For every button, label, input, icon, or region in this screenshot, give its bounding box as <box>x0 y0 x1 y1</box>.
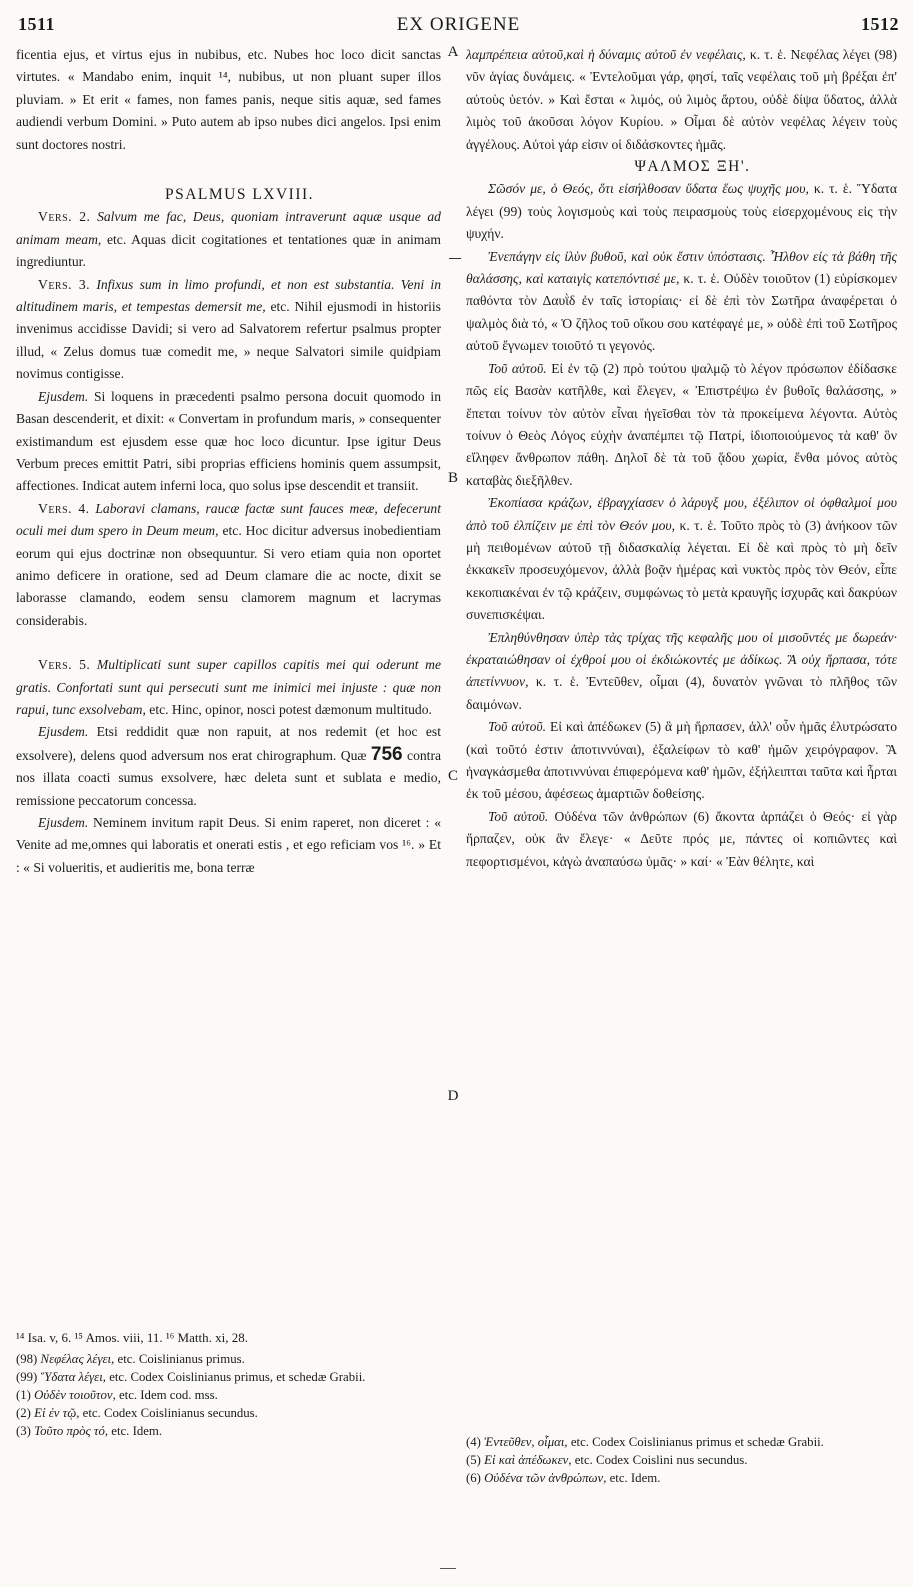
column-number: 756 <box>370 743 403 765</box>
left-page-number: 1511 <box>18 14 56 34</box>
greek-tou3-label: Τοῦ αὐτοῦ. <box>488 808 549 824</box>
footnote-6 <box>466 1469 897 1487</box>
footnote-2-number: (2) <box>16 1406 31 1420</box>
greek-p0-quote: λαμπρέπεια αὐτοῦ,καὶ ἡ δύναμις αὐτοῦ ἐν νεφέλαις, <box>466 47 746 62</box>
footnote-3-number: (3) <box>16 1424 31 1438</box>
latin-ej2-after: contra nos illata coacti sumus exsolvere, hæc deleta sunt et sublata e medio, remissione peccatorum concessa. <box>16 747 442 808</box>
footnote-5-number: (5) <box>466 1453 481 1467</box>
latin-ejusdem-3 <box>16 812 441 879</box>
latin-v5-quote: Multiplicati sunt super capillos capitis mei qui oderunt me gratis. Confortati sunt qui persecuti sunt me inimici mei injuste : quæ non rapui, tunc exsolvebam, <box>16 657 441 717</box>
latin-v3-label: Vers. 3. <box>38 276 91 292</box>
greek-tou-autou-2 <box>466 716 897 806</box>
footnote-2-quote: Εἰ ἐν τῷ, <box>34 1406 80 1420</box>
greek-tou2-label: Τοῦ αὐτοῦ. <box>488 719 547 735</box>
page-header <box>18 14 899 40</box>
latin-ejusdem-2 <box>16 721 441 812</box>
greek-tou1-label: Τοῦ αὐτοῦ. <box>488 360 547 376</box>
greek-v5-text: κ. τ. ἑ. Ἐντεῦθεν, οἶμαι (4), δυνατὸν γνῶναι τὸ πλῆθος τῶν δαιμόνων. <box>466 674 897 712</box>
greek-psalm-title: ΨΑΛΜΟΣ ΞΗ'. <box>634 158 751 176</box>
latin-v3-text: etc. Nihil ejusmodi in historiis invenimus accidisse Davidi; si vero ad Salvatorem refertur psalmus propter illud, « Zelus domus tuæ comedit me, » neque Salvatori simile quidpiam novimus contigisse. <box>16 299 441 382</box>
latin-ej2-label: Ejusdem. <box>38 724 89 740</box>
greek-verse-5 <box>466 627 897 717</box>
footnote-99-text: etc. Codex Coislinianus primus, et schedæ Grabii. <box>109 1370 366 1384</box>
greek-paragraph-0 <box>466 44 897 156</box>
footnote-5-quote: Εἰ καὶ ἀπέδωκεν, <box>484 1453 572 1467</box>
footnote-3-quote: Τοῦτο πρὸς τό, <box>34 1424 109 1438</box>
footnote-98-text: etc. Coislinianus primus. <box>117 1352 245 1366</box>
latin-v5-text: etc. Hinc, opinor, nosci potest dæmonum multitudo. <box>149 701 432 717</box>
latin-verse-5 <box>16 654 441 721</box>
greek-tou-autou-3 <box>466 806 897 873</box>
greek-tou3-text: Οὐδένα τῶν ἀνθρώπων (6) ἄκοντα ἁρπάζει ὁ Θεός· εἰ γὰρ ἥρπαζεν, οὐκ ἂν ἔλεγε· « Δεῦτε πρός με, πάντες οἱ κοπιῶντες καὶ πεφορτισμένοι, κἀγὼ ἀναπαύσω ὑμᾶς· » καί· « Ἐὰν θέλητε, καὶ <box>466 808 897 869</box>
footnote-98-number: (98) <box>16 1352 38 1366</box>
footnote-3 <box>16 1422 441 1440</box>
greek-v2-text: κ. τ. ἑ. Ὕδατα λέγει (99) τοὺς λογισμοὺς καὶ τοὺς πειρασμοὺς τοὺς εἰσερχομένους εἰς τὴν ψυχήν. <box>466 181 897 242</box>
bottom-rule <box>440 1568 456 1569</box>
latin-ej3-text: Neminem invitum rapit Deus. Si enim raperet, non diceret : « Venite ad me,omnes qui laboratis et onerati estis , et ego reficiam vos ¹⁶. » Et : « Si volueritis, et audieritis me, bona terræ <box>16 815 441 875</box>
latin-v5-label: Vers. 5. <box>38 657 91 673</box>
latin-ej2-before: Etsi reddidit quæ non rapuit, at nos redemit (et hoc est exsolvere), delens quod adversum nos erat chirographum. Quæ <box>16 724 441 763</box>
footnote-6-quote: Οὐδένα τῶν ἀνθρώπων, <box>484 1471 607 1485</box>
footnote-1-number: (1) <box>16 1388 31 1402</box>
latin-v2-text: etc. Aquas dicit cogitationes et tentationes quæ in animam ingrediuntur. <box>16 231 441 270</box>
latin-v3-quote: Infixus sum in limo profundi, et non est substantia. Veni in altitudinem maris, et tempestas demersit me, <box>16 276 441 315</box>
margin-letter-d: D <box>447 1088 459 1104</box>
footnote-1-text: etc. Idem cod. mss. <box>118 1388 218 1402</box>
latin-p0-text: ficentia ejus, et virtus ejus in nubibus, etc. Nubes hoc loco dicit sanctas virtutes. « Mandabo enim, inquit ¹⁴, nubibus, ut non pluant super illos pluviam. » Et erit « fames, non fames panis, neque sitis aquæ, sed fames audiendi verbum Domini. » Puto autem ab ipso nubes dici angelos. Ipsi enim sunt doctores nostri. <box>16 47 441 152</box>
footnote-5 <box>466 1451 897 1469</box>
greek-v2-quote: Σῶσόν με, ὁ Θεός, ὅτι εἰσήλθοσαν ὕδατα ἕως ψυχῆς μου, <box>488 181 809 197</box>
greek-v5-quote: Ἐπληθύνθησαν ὑπὲρ τὰς τρίχας τῆς κεφαλῆς μου οἱ μισοῦντές με δωρεάν· ἐκραταιώθησαν οἱ ἐχθροί μου οἱ ἐκδιώκοντές με ἀδίκως. Ἃ οὐχ ἥρπασα, τότε ἀπετίννυον, <box>466 629 897 690</box>
latin-v2-label: Vers. 2. <box>38 209 91 225</box>
footnote-98-quote: Νεφέλας λέγει, <box>40 1352 115 1366</box>
greek-tou1-text: Εἰ ἐν τῷ (2) πρὸ τούτου ψαλμῷ τὸ λέγον πρόσωπον ἐδίδασκε πῶς εἰς Βασὰν κατῆλθε, καὶ ἔλεγεν, « Ἐπιστρέψω ἐν βυθοῖς θαλάσσης, » ἕπεται τοίνυν τὸν αὐτὸν εἶναι ἡγεῖσθαι τὸν τὰ προκείμενα λέγοντα. Αὐτὸς τοίνυν ὁ Θεὸς Λόγος εὐχὴν ἀναπέμπει τῷ Πατρί, ἰδιοποιούμενος τὰ καθ' ὃν εἴληφεν ἄνθρωπον πάθη. Δηλοῖ δὲ τὰ τοῦ ᾅδου χωρία, ἔνθα μόνος αὐτὸς καταβὰς διεξῆλθεν. <box>466 360 898 488</box>
footnote-4-text: etc. Codex Coislinianus primus et schedæ Grabii. <box>570 1435 824 1449</box>
footnote-2-text: etc. Codex Coislinianus secundus. <box>82 1406 258 1420</box>
footnote-4-number: (4) <box>466 1435 481 1449</box>
latin-ej3-label: Ejusdem. <box>38 815 89 830</box>
footnote-2 <box>16 1404 441 1422</box>
footnote-6-text: etc. Idem. <box>609 1471 661 1485</box>
latin-ej1-text: Si loquens in præcedenti psalmo persona docuit quomodo in Basan descenderit, et dixit: « Convertam in profundum maris, » consequenter existimandum est ejusdem esse quæ hoc loco dicuntur. Ipse igitur Deus Verbum preces emittit Patri, sibi proprias efficiens hominis quem assumpsit, affectiones. Indicat autem inferni loca, quo solus ipse descendit et transiit. <box>16 388 441 494</box>
footnote-6-number: (6) <box>466 1471 481 1485</box>
latin-psalm-title: PSALMUS LXVIII. <box>164 186 315 204</box>
greek-v3-quote: Ἐνεπάγην εἰς ἰλὺν βυθοῦ, καὶ οὐκ ἔστιν ὑπόστασις. Ἦλθον εἰς τὰ βάθη τῆς θαλάσσης, καὶ καταιγὶς κατεπόντισέ με, <box>466 248 897 287</box>
greek-tou-autou-1 <box>466 358 897 492</box>
margin-letter-c: C <box>447 768 458 784</box>
latin-v2-quote: Salvum me fac, Deus, quoniam intraverunt aquæ usque ad animam meam, <box>16 209 441 247</box>
margin-divider <box>449 258 461 259</box>
greek-verse-2 <box>466 178 897 245</box>
footnote-4-quote: Ἐντεῦθεν, οἶμαι, <box>484 1435 568 1449</box>
latin-paragraph-0 <box>16 44 441 156</box>
footnote-3-text: etc. Idem. <box>111 1424 163 1438</box>
latin-ejusdem-1 <box>16 386 441 498</box>
footnote-5-text: etc. Codex Coislini nus secundus. <box>574 1453 748 1467</box>
footnote-99-number: (99) <box>16 1370 38 1384</box>
greek-column <box>466 44 897 873</box>
latin-v4-quote: Laboravi clamans, raucæ factæ sunt fauces meæ, defecerunt oculi mei dum spero in Deum meum, <box>16 500 441 539</box>
footnote-98 <box>16 1350 441 1368</box>
margin-letter-a: A <box>447 44 459 60</box>
footnote-99-quote: Ὕδατα λέγει, <box>40 1370 106 1384</box>
greek-tou2-text: Εἰ καὶ ἀπέδωκεν (5) ἃ μὴ ἥρπασεν, ἀλλ' οὖν ἡμᾶς ἐλυτρώσατο (καὶ τοῦτό ἐστιν ἀποτιννύναι), ἐξαλείφων τὸ καθ' ἡμῶν χειρόγραφον. Ἃ ἠναγκάσμεθα ἀποτιννύναι ἐπιφερόμενα καθ' ἡμῶν, ἐξήλειπται ταῦτα καὶ ἦρται ἐκ τοῦ μέσου, ἀφέσεως ἁμαρτιῶν δοθείσης. <box>466 719 897 802</box>
greek-verse-4 <box>466 492 897 626</box>
latin-verse-4 <box>16 498 441 632</box>
margin-letter-b: B <box>447 470 458 486</box>
latin-v4-label: Vers. 4. <box>38 500 90 516</box>
greek-footnotes <box>466 1433 897 1487</box>
greek-v3-text: κ. τ. ἑ. Οὐδὲν τοιοῦτον (1) εὑρίσκομεν παθόντα τὸν Δαυῒδ ἐν ταῖς ἱστορίαις· εἰ δὲ ἐπὶ τὸν Σωτῆρα ἀναφέρεται ὁ ψαλμὸς διὰ τό, « Ὁ ζῆλος τοῦ οἴκου σου κατέφαγέ με, » οὐδὲ ἐπὶ τοῦ Σωτῆρος αὐτοῦ ἔγνωμεν τοιοῦτό τι γεγονός. <box>466 271 897 354</box>
latin-v4-text: etc. Hoc dicitur adversus inobedientiam eorum qui ejus doctrinæ non obsequuntur. Si vero etiam quia non oportet animo deficere in oratione, sed ad Deum clamare die ac nocte, dixit se laborasse clamando, eodem sensu clamorem magnum et lacrymas considerabis. <box>16 523 441 628</box>
greek-v4-quote: Ἐκοπίασα κράζων, ἐβραγχίασεν ὁ λάρυγξ μου, ἐξέλιπον οἱ ὀφθαλμοί μου ἀπὸ τοῦ ἐλπίζειν με ἐπὶ τὸν Θεόν μου, <box>466 495 897 533</box>
latin-verse-3 <box>16 274 441 386</box>
footnote-1 <box>16 1386 441 1404</box>
footnote-1-quote: Οὐδὲν τοιοῦτον, <box>34 1388 116 1402</box>
footnote-4 <box>466 1433 897 1451</box>
greek-verse-3 <box>466 246 897 358</box>
latin-footnotes <box>16 1329 441 1440</box>
right-page-number: 1512 <box>861 14 899 34</box>
greek-v4-text: κ. τ. ἑ. Τοῦτο πρὸς τὸ (3) ἀνήκοον τῶν μὴ πειθομένων αὐτοῦ τῇ διδασκαλίᾳ λέγεται. Εἰ δὲ καὶ πρὸς τὸ μὴ δεῖν ἐκκακεῖν προσευχόμενον, ἀλλὰ βοᾷν ἡμέρας καὶ νυκτὸς πρὸς τὸν Θεόν, εἶπε κεκοπιακέναι ἐν τῷ κράζειν, συμφώνως τὸ μετὰ κραυγῆς ἰσχυρᾶς καὶ δακρύων συνεπισκέψαι. <box>466 517 897 623</box>
greek-p0-text: κ. τ. ἑ. Νεφέλας λέγει (98) νῦν ἁγίας δυνάμεις. « Ἐντελοῦμαι γάρ, φησί, ταῖς νεφέλαις τοῦ μὴ βρέξαι ἐπ' αὐτοὺς ὑετόν. » Καὶ ἔσται « λιμός, οὐ λιμὸς ἄρτου, οὐδὲ δίψα ὕδατος, ἀλλὰ λιμὸς τοῦ ἀκοῦσαι λόγον Κυρίου. » Οἶμαι δὲ αὐτὸν νεφέλας λέγειν τοὺς ἀγγέλους. Αὐτοὶ γάρ εἰσιν οἱ διδάσκοντες ἡμᾶς. <box>466 47 897 152</box>
scripture-references: ¹⁴ Isa. v, 6. ¹⁵ Amos. viii, 11. ¹⁶ Matth. xi, 28. <box>16 1330 248 1345</box>
latin-column <box>16 44 441 879</box>
footnote-99 <box>16 1368 441 1386</box>
latin-verse-2 <box>16 206 441 273</box>
running-title: EX ORIGENE <box>396 14 521 35</box>
latin-ej1-label: Ejusdem. <box>38 388 89 404</box>
